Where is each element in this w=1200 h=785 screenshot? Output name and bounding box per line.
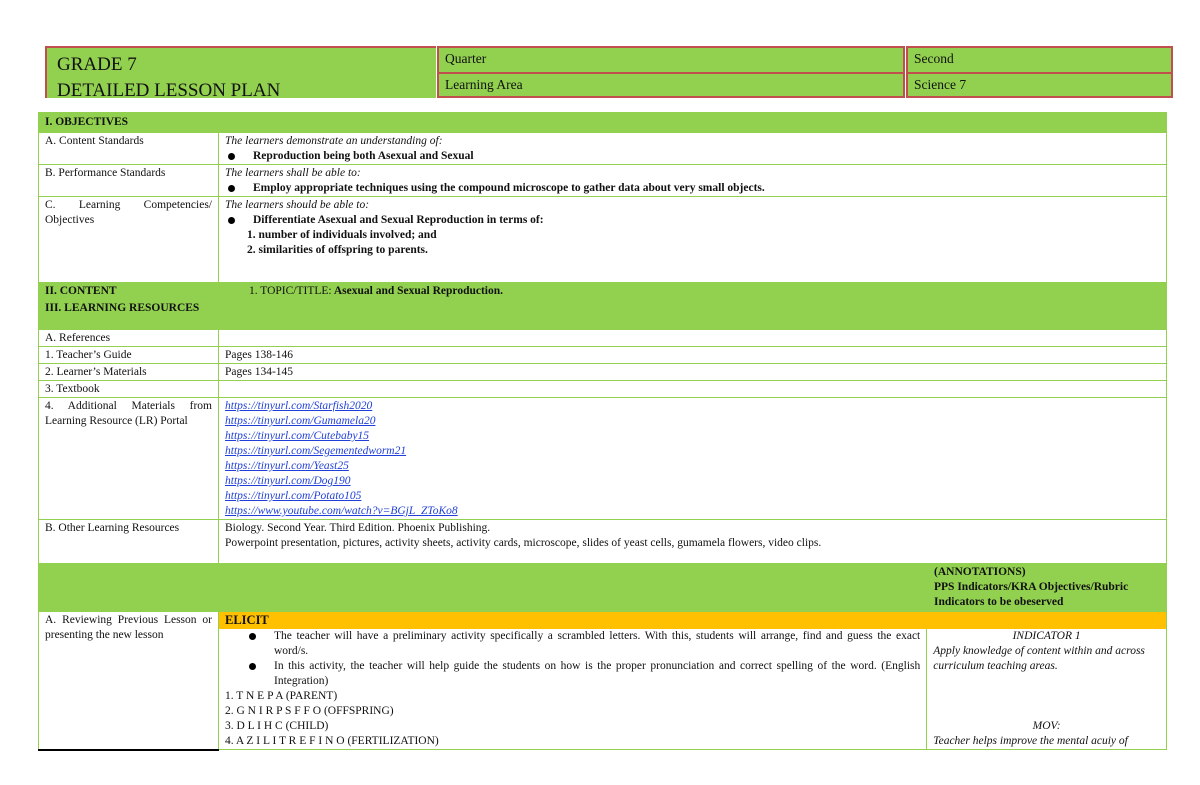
topic-title: Asexual and Sexual Reproduction. bbox=[331, 285, 504, 297]
objectives-heading: I. OBJECTIVES bbox=[39, 113, 1167, 133]
additional-materials-label: 4. Additional Materials from Learning Resource (LR) Portal bbox=[39, 398, 219, 520]
grade-title: GRADE 7 bbox=[57, 54, 137, 75]
indicator-text: Apply knowledge of content within and across curriculum teaching areas. bbox=[933, 645, 1145, 672]
performance-standards-label: B. Performance Standards bbox=[39, 165, 219, 197]
link-gumamela[interactable]: https://tinyurl.com/Gumamela20 bbox=[225, 415, 376, 427]
elicit-bullet-1: The teacher will have a preliminary activity specifically a scrambled letters. With this, students will arrange, find and guess the exact word/s. bbox=[274, 630, 921, 657]
learning-area-value: Science 7 bbox=[914, 77, 967, 92]
annotations-title: (ANNOTATIONS) bbox=[934, 566, 1026, 578]
competencies-point: Differentiate Asexual and Sexual Reproduction in terms of: bbox=[253, 214, 544, 226]
elicit-bullet-2: In this activity, the teacher will help guide the students on how is the proper pronunciation and correct spelling of the word. (English Integration) bbox=[274, 660, 921, 687]
review-lesson-label: A. Reviewing Previous Lesson or presenting the new lesson bbox=[39, 612, 219, 750]
link-yeast[interactable]: https://tinyurl.com/Yeast25 bbox=[225, 460, 349, 472]
quarter-label: Quarter bbox=[445, 51, 487, 66]
resources-heading: III. LEARNING RESOURCES bbox=[39, 300, 219, 330]
competencies-row bbox=[39, 197, 1167, 283]
quarter-value-cell bbox=[906, 46, 1173, 74]
references-label: A. References bbox=[39, 330, 219, 347]
scramble-item-2: 2. G N I R P S F F O (OFFSPRING) bbox=[225, 705, 394, 717]
teachers-guide-label: 1. Teacher’s Guide bbox=[39, 347, 219, 364]
content-standards-intro: The learners demonstrate an understanding of: bbox=[225, 135, 443, 147]
area-label-cell bbox=[437, 74, 905, 98]
link-starfish[interactable]: https://tinyurl.com/Starfish2020 bbox=[225, 400, 373, 412]
elicit-phase-bar: ELICIT bbox=[219, 612, 1166, 629]
objectives-header-row bbox=[39, 113, 1167, 133]
link-segmented-worm[interactable]: https://tinyurl.com/Segementedworm21 bbox=[225, 445, 407, 457]
bullet-icon bbox=[228, 153, 235, 160]
link-dog[interactable]: https://tinyurl.com/Dog190 bbox=[225, 475, 351, 487]
references-row bbox=[39, 330, 1167, 347]
competencies-label: C. Learning Competencies/ Objectives bbox=[39, 197, 219, 283]
quarter-label-cell bbox=[437, 46, 905, 74]
content-standards-point: Reproduction being both Asexual and Sexual bbox=[253, 150, 474, 162]
competencies-sub-1: 1. number of individuals involved; and bbox=[247, 229, 437, 241]
other-resources-line-1: Biology. Second Year. Third Edition. Phoenix Publishing. bbox=[225, 522, 491, 534]
area-value-cell bbox=[906, 74, 1173, 98]
scramble-item-4: 4. A Z I L I T R E F I N O (FERTILIZATION) bbox=[225, 735, 439, 747]
competencies-intro: The learners should be able to: bbox=[225, 199, 370, 211]
procedure-header-row bbox=[39, 564, 1167, 612]
bullet-icon bbox=[228, 217, 235, 224]
bullet-icon bbox=[228, 185, 235, 192]
mov-text: Teacher helps improve the mental acuiy of bbox=[933, 735, 1128, 747]
performance-standards-point: Employ appropriate techniques using the compound microscope to gather data about very small objects. bbox=[253, 182, 765, 194]
scramble-item-3: 3. D L I H C (CHILD) bbox=[225, 720, 329, 732]
additional-materials-row bbox=[39, 398, 1167, 520]
mov-title: MOV: bbox=[1032, 720, 1061, 732]
resources-header-row bbox=[39, 300, 1167, 330]
link-cutebaby[interactable]: https://tinyurl.com/Cutebaby15 bbox=[225, 430, 370, 442]
textbook-label: 3. Textbook bbox=[39, 381, 219, 398]
performance-standards-intro: The learners shall be able to: bbox=[225, 167, 361, 179]
learners-materials-label: 2. Learner’s Materials bbox=[39, 364, 219, 381]
teachers-guide-value: Pages 138-146 bbox=[219, 347, 1167, 364]
competencies-sub-2: 2. similarities of offspring to parents. bbox=[247, 244, 428, 256]
learners-materials-value: Pages 134-145 bbox=[219, 364, 1167, 381]
other-resources-row bbox=[39, 520, 1167, 564]
learners-materials-row bbox=[39, 364, 1167, 381]
textbook-row bbox=[39, 381, 1167, 398]
quarter-value: Second bbox=[914, 51, 954, 66]
lesson-plan-table bbox=[38, 112, 1167, 751]
scramble-item-1: 1. T N E P A (PARENT) bbox=[225, 690, 338, 702]
learning-area-label: Learning Area bbox=[445, 77, 523, 92]
content-standards-label: A. Content Standards bbox=[39, 133, 219, 165]
other-resources-label: B. Other Learning Resources bbox=[39, 520, 219, 564]
link-potato[interactable]: https://tinyurl.com/Potato105 bbox=[225, 490, 362, 502]
content-heading: II. CONTENT bbox=[39, 283, 219, 300]
topic-prefix: 1. TOPIC/TITLE: bbox=[249, 285, 332, 297]
performance-standards-row bbox=[39, 165, 1167, 197]
content-row bbox=[39, 283, 1167, 300]
review-lesson-row bbox=[39, 612, 1167, 750]
teachers-guide-row bbox=[39, 347, 1167, 364]
annotations-subtitle: PPS Indicators/KRA Objectives/Rubric Indicators to be obeserved bbox=[934, 581, 1129, 608]
other-resources-line-2: Powerpoint presentation, pictures, activity sheets, activity cards, microscope, slides of yeast cells, gumamela flowers, video clips. bbox=[225, 537, 822, 549]
header-title-cell bbox=[45, 46, 436, 101]
lesson-plan-title: DETAILED LESSON PLAN bbox=[57, 80, 281, 101]
link-youtube[interactable]: https://www.youtube.com/watch?v=BGjL_ZToKo8 bbox=[225, 505, 458, 517]
bullet-icon bbox=[249, 633, 256, 640]
bullet-icon bbox=[249, 663, 256, 670]
indicator-title: INDICATOR 1 bbox=[1012, 630, 1081, 642]
content-standards-row bbox=[39, 133, 1167, 165]
